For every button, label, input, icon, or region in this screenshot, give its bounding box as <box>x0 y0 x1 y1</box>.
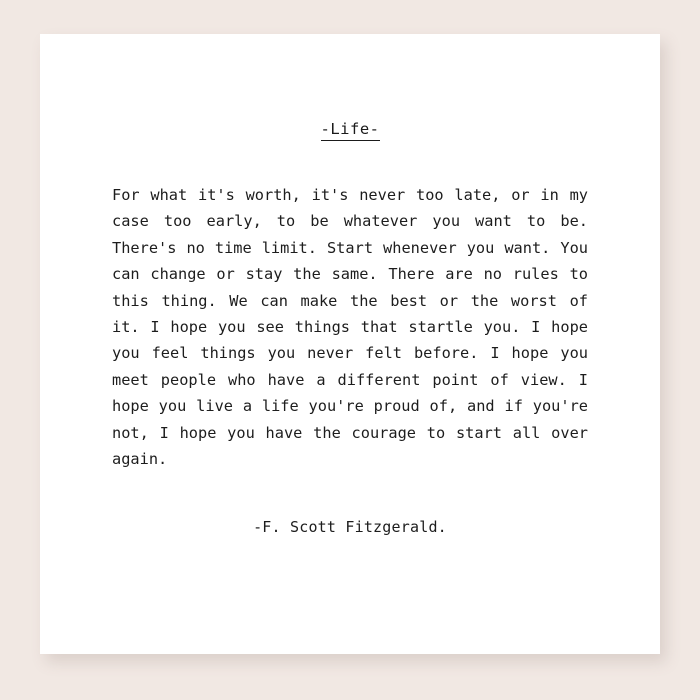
quote-body: For what it's worth, it's never too late, or in my case too early, to be whatever you want to be. There's no time limit. Start whenever you want. You can change or stay the same. There are no rules to this thing. We can make the best or the worst of it. I hope you see things that startle you. I hope you feel things you never felt before. I hope you meet people who have a different point of view. I hope you live a life you're proud of, and if you're not, I hope you have the courage to start all over again. <box>112 186 588 469</box>
page-title <box>112 120 588 138</box>
quote-card <box>40 34 660 654</box>
page-title-text: -Life- <box>321 120 380 141</box>
quote-attribution: -F. Scott Fitzgerald. <box>253 518 447 537</box>
quote-card-content <box>40 34 660 654</box>
